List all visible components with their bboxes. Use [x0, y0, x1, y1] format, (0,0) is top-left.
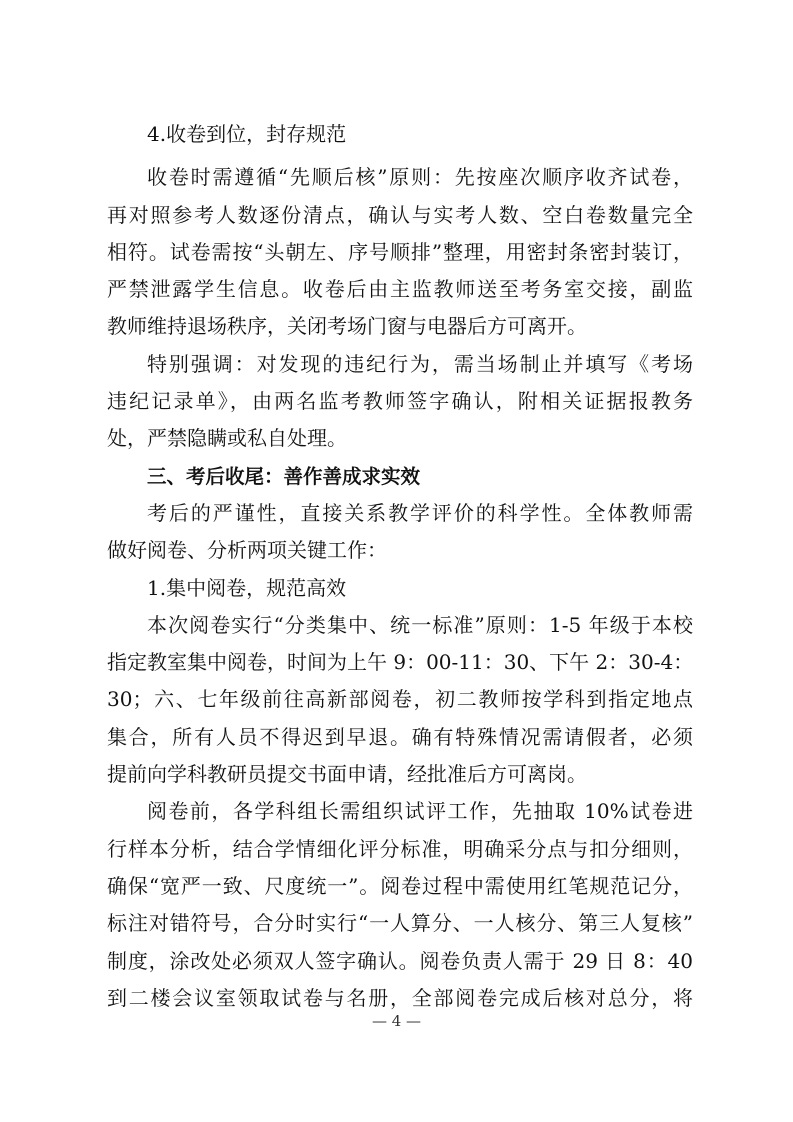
paragraph [107, 495, 693, 570]
text-line: 本次阅卷实行“分类集中、统一标准”原则：1-5 年级于本校 [147, 612, 693, 637]
text-line: 处，严禁隐瞒或私自处理。 [107, 426, 347, 451]
text-line: 做好阅卷、分析两项关键工作： [107, 538, 387, 563]
text-line: 相符。试卷需按“头朝左、序号顺排”整理，用密封条密封装订， [107, 239, 693, 264]
text-line: 到二楼会议室领取试卷与名册，全部阅卷完成后核对总分，将 [107, 985, 693, 1010]
text-line: 阅卷前，各学科组长需组织试评工作，先抽取 10%试卷进 [147, 799, 693, 824]
text-line: 考后的严谨性，直接关系教学评价的科学性。全体教师需 [147, 500, 693, 525]
text-line: 违纪记录单》，由两名监考教师签字确认，附相关证据报教务 [107, 389, 693, 414]
text-line: 教师维持退场秩序，关闭考场门窗与电器后方可离开。 [107, 314, 587, 339]
text-line: 严禁泄露学生信息。收卷后由主监教师送至考务室交接，副监 [107, 277, 693, 302]
paragraph [107, 793, 693, 1017]
paragraph [107, 607, 693, 793]
text-line: 提前向学科教研员提交书面申请，经批准后方可离岗。 [107, 762, 587, 787]
text-line: 指定教室集中阅卷，时间为上午 9：00-11：30、下午 2：30-4： [107, 650, 694, 675]
text-line: 标注对错符号，合分时实行“一人算分、一人核分、第三人复核” [107, 911, 693, 936]
text-line: 4.收卷到位，封存规范 [147, 122, 347, 146]
section-heading [107, 458, 693, 495]
text-line: 30；六、七年级前往高新部阅卷，初二教师按学科到指定地点 [107, 687, 693, 712]
text-line: 确保“宽严一致、尺度统一”。阅卷过程中需使用红笔规范记分， [107, 873, 693, 898]
text-line: 特别强调：对发现的违纪行为，需当场制止并填写《考场 [147, 351, 693, 376]
text-line: 1.集中阅卷，规范高效 [147, 575, 347, 600]
subsection-heading [107, 570, 693, 607]
text-line: 再对照参考人数逐份清点，确认与实考人数、空白卷数量完全 [107, 202, 693, 227]
document-body [107, 116, 693, 1017]
page-number: — 4 — [371, 1012, 422, 1030]
text-line: 制度，涂改处必须双人签字确认。阅卷负责人需于 29 日 8：40 [107, 948, 693, 973]
text-line: 三、考后收尾：善作善成求实效 [147, 464, 421, 488]
subsection-heading [107, 116, 693, 153]
text-line: 收卷时需遵循“先顺后核”原则：先按座次顺序收齐试卷， [147, 165, 693, 190]
paragraph [107, 159, 693, 345]
text-line: 集合，所有人员不得迟到早退。确有特殊情况需请假者，必须 [107, 724, 693, 749]
text-line: 行样本分析，结合学情细化评分标准，明确采分点与扣分细则， [107, 836, 693, 861]
paragraph [107, 346, 693, 458]
